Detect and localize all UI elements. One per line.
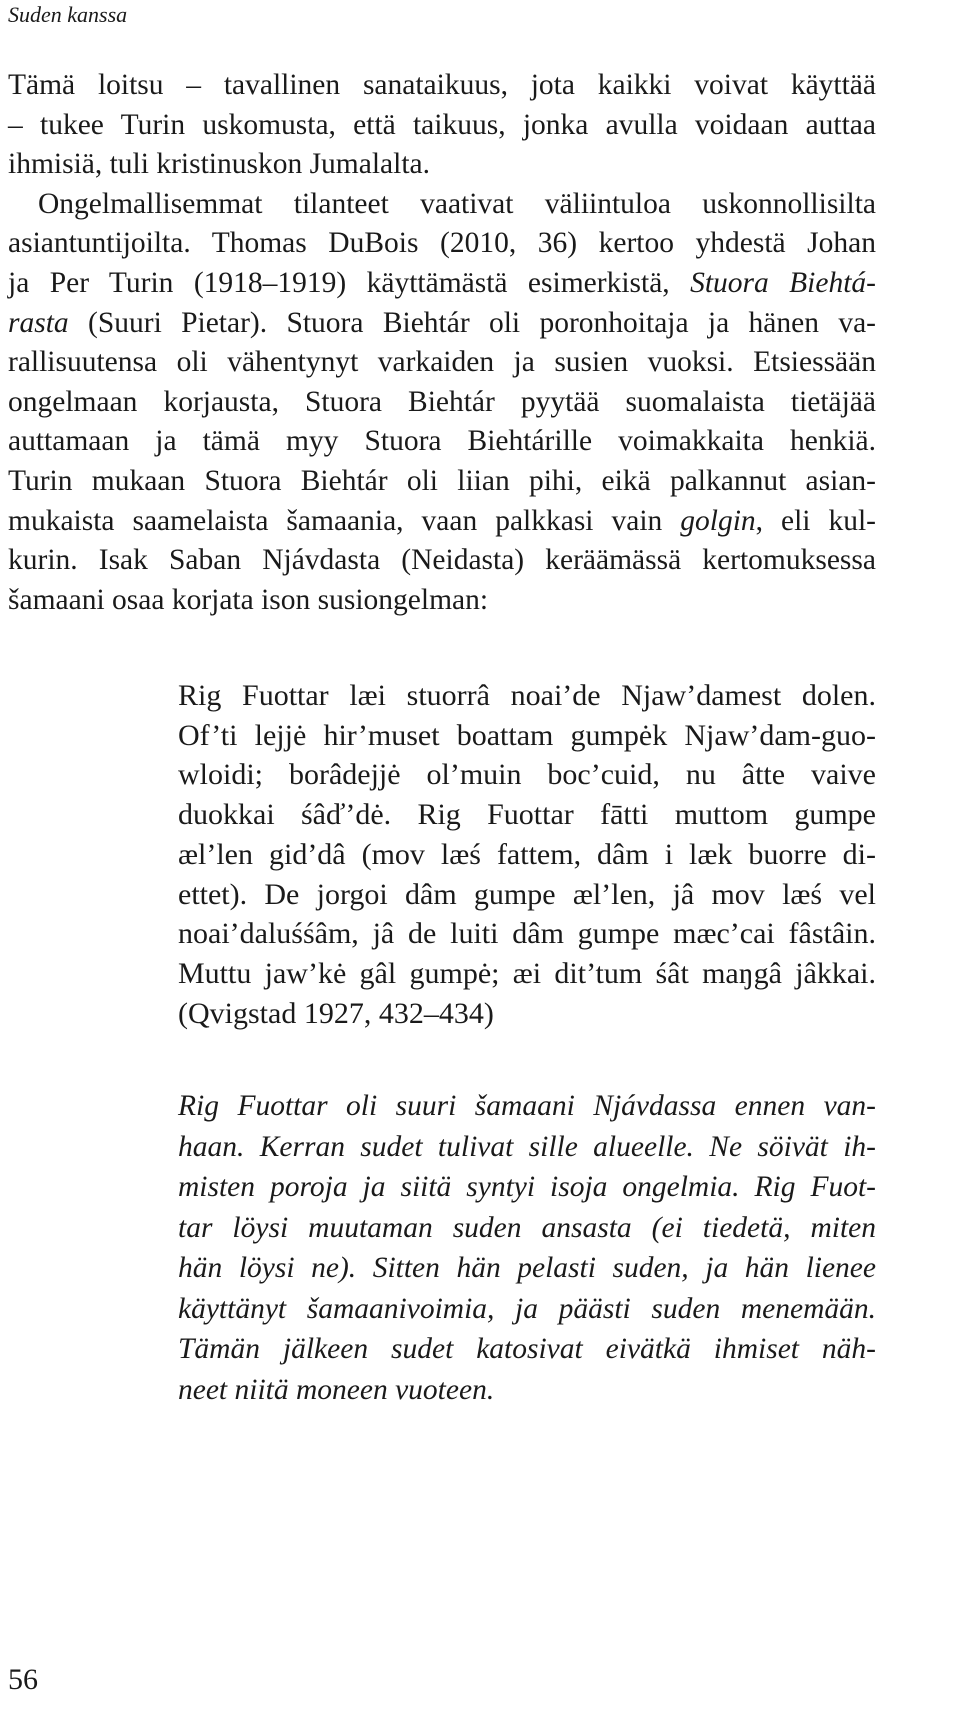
- body-line: ja Per Turin (1918–1919) käyttämästä esimerkistä, Stuora Biehtá-: [8, 266, 876, 299]
- translation-line: tar löysi muutaman suden ansasta (ei tiedetä, miten: [178, 1211, 876, 1244]
- body-line: mukaista saamelaista šamaania, vaan palkkasi vain golgin, eli kul-: [8, 504, 876, 537]
- body-text: [8, 66, 876, 620]
- running-header: Suden kanssa: [8, 2, 128, 27]
- body-line: ongelmaan korjausta, Stuora Biehtár pyytää suomalaista tietäjää: [8, 385, 876, 418]
- page-number: 56: [8, 1663, 38, 1696]
- body-line: Tämä loitsu – tavallinen sanataikuus, jota kaikki voivat käyttää: [8, 69, 876, 101]
- translation-line: neet niitä moneen vuoteen.: [178, 1373, 495, 1406]
- body-line: asiantuntijoilta. Thomas DuBois (2010, 36) kertoo yhdestä Johan: [8, 227, 876, 260]
- translation-line: käyttänyt šamaanivoimia, ja päästi suden menemään.: [178, 1292, 876, 1325]
- quote-line: æl’len gid’dâ (mov læś fattem, dâm i læk buorre di-: [178, 837, 876, 871]
- translation-line: Tämän jälkeen sudet katosivat eivätkä ihmiset näh-: [178, 1333, 876, 1365]
- quote-line: ettet). De jorgoi dâm gumpe æl’len, jâ mov læś vel: [178, 877, 876, 911]
- body-line: kurin. Isak Saban Njávdasta (Neidasta) keräämässä kertomuksessa: [8, 544, 876, 577]
- body-line: Ongelmallisemmat tilanteet vaativat väliintuloa uskonnollisilta: [38, 187, 876, 220]
- quoted-saami-text: [178, 676, 876, 1033]
- body-line: rasta (Suuri Pietar). Stuora Biehtár oli poronhoitaja ja hänen va-: [8, 306, 876, 339]
- body-line: auttamaan ja tämä myy Stuora Biehtárille voimakkaita henkiä.: [8, 425, 876, 458]
- quote-line: wloidi; borâdejjė ol’muin boc’cuid, nu âtte vaive: [178, 758, 876, 792]
- quote-line: Rig Fuottar læi stuorrâ noai’de Njaw’damest dolen.: [178, 679, 876, 712]
- body-line: rallisuutensa oli vähentynyt varkaiden ja susien vuoksi. Etsiessään: [8, 346, 876, 379]
- quote-line: duokkai śâď’dė. Rig Fuottar fātti muttom gumpe: [178, 798, 876, 832]
- quote-line: Muttu jaw’kė gâl gumpė; æi dit’tum śât maŋgâ jâkkai.: [178, 956, 876, 990]
- body-line: Turin mukaan Stuora Biehtár oli liian pihi, eikä palkannut asian-: [8, 464, 876, 497]
- body-line: ihmisiä, tuli kristinuskon Jumalalta.: [8, 148, 430, 181]
- body-line: – tukee Turin uskomusta, että taikuus, jonka avulla voidaan auttaa: [8, 108, 876, 141]
- translation-line: Rig Fuottar oli suuri šamaani Njávdassa ennen van-: [178, 1090, 876, 1122]
- finnish-translation: [178, 1086, 876, 1410]
- body-line: šamaani osaa korjata ison susiongelman:: [8, 583, 489, 616]
- translation-line: haan. Kerran sudet tulivat sille alueelle. Ne söivät ih-: [178, 1130, 876, 1163]
- quote-line: noai’daluśśâm, jâ de luiti dâm gumpe mæc’cai fâstâin.: [178, 917, 876, 951]
- quote-citation: (Qvigstad 1927, 432–434): [178, 996, 494, 1030]
- translation-line: misten poroja ja siitä syntyi isoja ongelmia. Rig Fuot-: [178, 1171, 876, 1203]
- quote-line: Of’ti lejjė hir’muset boattam gumpėk Njaw’dam-guo-: [178, 718, 876, 752]
- translation-line: hän löysi ne). Sitten hän pelasti suden, ja hän lienee: [178, 1252, 876, 1284]
